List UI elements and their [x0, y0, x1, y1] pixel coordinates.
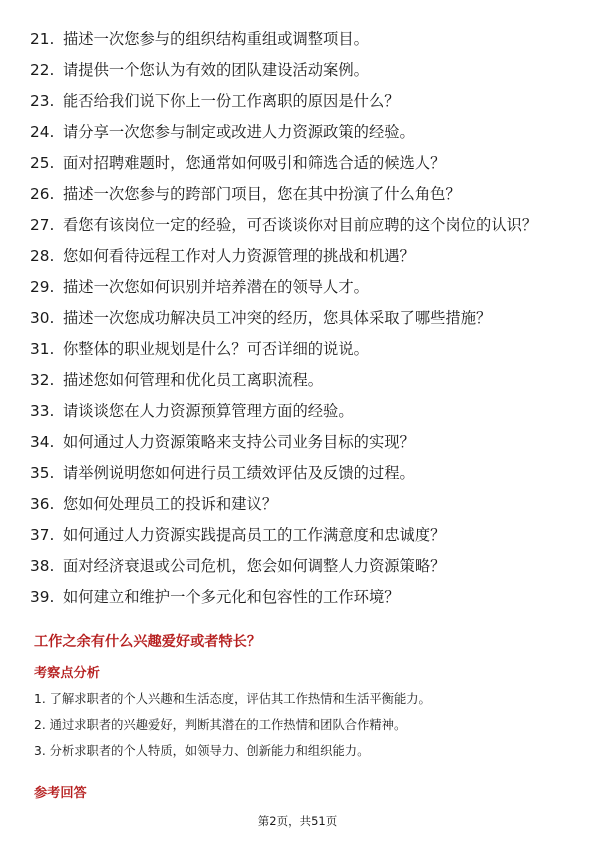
question-number: 28.: [30, 247, 55, 265]
question-item: [30, 369, 570, 391]
question-text: 如何建立和维护一个多元化和包容性的工作环境？: [63, 588, 400, 606]
question-item: [30, 59, 570, 81]
question-number: 35.: [30, 464, 55, 482]
question-item: [30, 214, 570, 236]
question-item: [30, 524, 570, 546]
question-number: 29.: [30, 278, 55, 296]
question-text: 您如何处理员工的投诉和建议？: [63, 495, 278, 513]
analysis-heading: 考察点分析: [34, 666, 100, 681]
question-item: [30, 493, 570, 515]
question-text: 面对经济衰退或公司危机，您会如何调整人力资源策略？: [63, 557, 446, 575]
question-number: 23.: [30, 92, 55, 110]
question-item: [30, 338, 570, 360]
question-number: 36.: [30, 495, 55, 513]
question-number: 32.: [30, 371, 55, 389]
question-text: 请谈谈您在人力资源预算管理方面的经验。: [63, 402, 354, 420]
question-text: 你整体的职业规划是什么？可否详细的说说。: [63, 340, 369, 358]
question-item: [30, 152, 570, 174]
question-item: [30, 245, 570, 267]
question-text: 描述您如何管理和优化员工离职流程。: [63, 371, 324, 389]
question-number: 24.: [30, 123, 55, 141]
question-text: 面对招聘难题时，您通常如何吸引和筛选合适的候选人？: [63, 154, 446, 172]
page-number: 第2页，共51页: [257, 814, 338, 828]
question-item: [30, 183, 570, 205]
question-item: [30, 586, 570, 608]
question-number: 27.: [30, 216, 55, 234]
question-item: [30, 431, 570, 453]
question-item: [30, 121, 570, 143]
question-number: 22.: [30, 61, 55, 79]
question-text: 请提供一个您认为有效的团队建设活动案例。: [63, 61, 369, 79]
question-text: 如何通过人力资源实践提高员工的工作满意度和忠诚度？: [63, 526, 446, 544]
question-number: 39.: [30, 588, 55, 606]
question-item: [30, 462, 570, 484]
question-number: 33.: [30, 402, 55, 420]
question-text: 请分享一次您参与制定或改进人力资源政策的经验。: [63, 123, 415, 141]
analysis-list: [34, 690, 564, 768]
analysis-item: 1. 了解求职者的个人兴趣和生活态度，评估其工作热情和生活平衡能力。: [34, 692, 431, 706]
question-item: [30, 400, 570, 422]
question-text: 描述一次您参与的组织结构重组或调整项目。: [63, 30, 369, 48]
reference-answer-heading: 参考回答: [34, 786, 87, 801]
question-item: [30, 28, 570, 50]
question-text: 您如何看待远程工作对人力资源管理的挑战和机遇？: [63, 247, 415, 265]
question-text: 描述一次您参与的跨部门项目，您在其中扮演了什么角色？: [63, 185, 461, 203]
question-text: 能否给我们说下你上一份工作离职的原因是什么？: [63, 92, 400, 110]
question-list: [30, 28, 570, 617]
question-item: [30, 307, 570, 329]
question-number: 26.: [30, 185, 55, 203]
question-number: 21.: [30, 30, 55, 48]
question-number: 38.: [30, 557, 55, 575]
question-item: [30, 555, 570, 577]
question-text: 看您有该岗位一定的经验，可否谈谈你对目前应聘的这个岗位的认识？: [63, 216, 538, 234]
question-text: 描述一次您成功解决员工冲突的经历，您具体采取了哪些措施？: [63, 309, 492, 327]
section-title: 工作之余有什么兴趣爱好或者特长？: [34, 634, 262, 650]
analysis-item: 2. 通过求职者的兴趣爱好，判断其潜在的工作热情和团队合作精神。: [34, 718, 407, 732]
question-number: 25.: [30, 154, 55, 172]
question-text: 描述一次您如何识别并培养潜在的领导人才。: [63, 278, 369, 296]
question-text: 如何通过人力资源策略来支持公司业务目标的实现？: [63, 433, 415, 451]
question-number: 34.: [30, 433, 55, 451]
question-item: [30, 276, 570, 298]
question-number: 31.: [30, 340, 55, 358]
analysis-item: 3. 分析求职者的个人特质，如领导力、创新能力和组织能力。: [34, 744, 370, 758]
question-text: 请举例说明您如何进行员工绩效评估及反馈的过程。: [63, 464, 415, 482]
question-number: 37.: [30, 526, 55, 544]
question-number: 30.: [30, 309, 55, 327]
question-item: [30, 90, 570, 112]
